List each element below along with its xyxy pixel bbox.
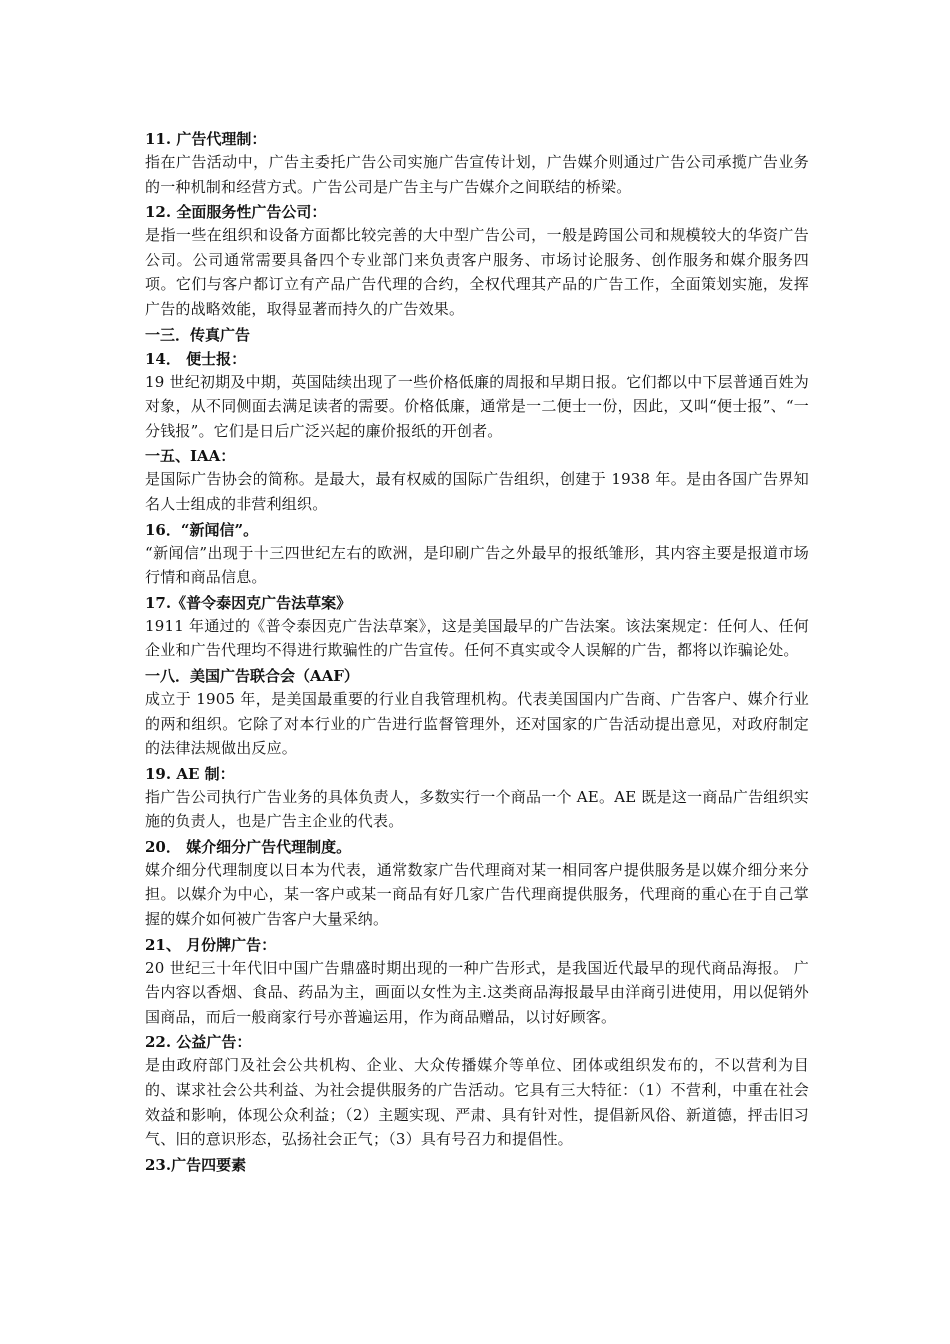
section-18 [145,666,809,761]
section-body: 是由政府部门及社会公共机构、企业、大众传播媒介等单位、团体或组织发布的，不以营利为目的、谋求社会公共利益、为社会提供服务的广告活动。它具有三大特征：（1）不营利，中重在社会效益和影响，体现公众利益；（2）主题实现、严肃、具有针对性，提倡新风俗、新道德，抨击旧习气、旧的意识形态，弘扬社会正气；（3）具有号召力和提倡性。 [145,1056,809,1149]
section-20 [145,837,809,932]
section-16 [145,520,809,590]
section-body: 1911 年通过的《普令泰因克广告法草案》，这是美国最早的广告法案。该法案规定：任何人、任何企业和广告代理均不得进行欺骗性的广告宣传。任何不真实或令人误解的广告，都将以诈骗论处。 [145,616,809,660]
section-heading: 12. 全面服务性广告公司： [145,203,327,222]
section-body: 媒介细分代理制度以日本为代表，通常数家广告代理商对某一相同客户提供服务是以媒介细分来分担。以媒介为中心，某一客户或某一商品有好几家广告代理商提供服务，代理商的重心在于自己掌握的媒介如何被广告客户大量采纳。 [145,860,809,929]
section-body: 成立于 1905 年，是美国最重要的行业自我管理机构。代表美国国内广告商、广告客户、媒介行业的两和组织。它除了对本行业的广告进行监督管理外，还对国家的广告活动提出意见，对政府制定的法律法规做出反应。 [145,689,809,758]
document-page [145,126,809,1176]
section-heading: 20． 媒介细分广告代理制度。 [145,837,352,856]
section-23 [145,1155,809,1176]
section-body: “新闻信”出现于十三四世纪左右的欧洲，是印刷广告之外最早的报纸雏形，其内容主要是报道市场行情和商品信息。 [145,543,809,587]
section-19 [145,764,809,834]
section-11 [145,129,809,199]
section-body: 指广告公司执行广告业务的具体负责人，多数实行一个商品一个 AE。AE 既是这一商品广告组织实施的负责人，也是广告主企业的代表。 [145,787,809,831]
section-heading: 一五、IAA： [145,447,236,466]
section-13 [145,325,809,346]
section-15 [145,446,809,516]
section-body: 是国际广告协会的简称。是最大，最有权威的国际广告组织，创建于 1938 年。是由各国广告界知名人士组成的非营利组织。 [145,470,809,513]
section-heading: 16．“新闻信”。 [145,520,259,539]
section-body: 指在广告活动中，广告主委托广告公司实施广告宣传计划，广告媒介则通过广告公司承揽广告业务的一种机制和经营方式。广告公司是广告主与广告媒介之间联结的桥梁。 [145,153,809,196]
section-heading: 一八．美国广告联合会（AAF） [145,666,359,685]
section-14 [145,349,809,444]
section-heading: 23.广告四要素 [145,1155,247,1174]
section-12 [145,202,809,321]
section-body: 20 世纪三十年代旧中国广告鼎盛时期出现的一种广告形式，是我国近代最早的现代商品海报。 广告内容以香烟、食品、药品为主，画面以女性为主.这类商品海报最早由洋商引进使用，用以促销外国商品，而后一般商家行号亦普遍运用，作为商品赠品，以讨好顾客。 [145,958,809,1026]
section-heading: 19. AE 制： [145,764,235,783]
section-21 [145,935,809,1030]
section-heading: 一三．传真广告 [145,325,251,344]
section-heading: 11. 广告代理制： [145,130,267,148]
section-heading: 17.《普令泰因克广告法草案》 [145,593,352,612]
section-body: 是指一些在组织和设备方面都比较完善的大中型广告公司，一般是跨国公司和规模较大的华资广告公司。公司通常需要具备四个专业部门来负责客户服务、市场讨论服务、创作服务和媒介服务四项。它们与客户都订立有产品广告代理的合约，全权代理其产品的广告工作，全面策划实施，发挥广告的战略效能，取得显著而持久的广告效果。 [145,226,809,318]
section-22 [145,1032,809,1151]
section-heading: 21、 月份牌广告： [145,935,277,954]
section-heading: 22. 公益广告： [145,1033,252,1052]
section-heading: 14． 便士报： [145,349,247,368]
section-body: 19 世纪初期及中期，英国陆续出现了一些价格低廉的周报和早期日报。它们都以中下层普通百姓为对象，从不同侧面去满足读者的需要。价格低廉，通常是一二便士一份，因此，又叫“便士报”、“一分钱报”。它们是日后广泛兴起的廉价报纸的开创者。 [145,372,809,440]
section-17 [145,593,809,663]
